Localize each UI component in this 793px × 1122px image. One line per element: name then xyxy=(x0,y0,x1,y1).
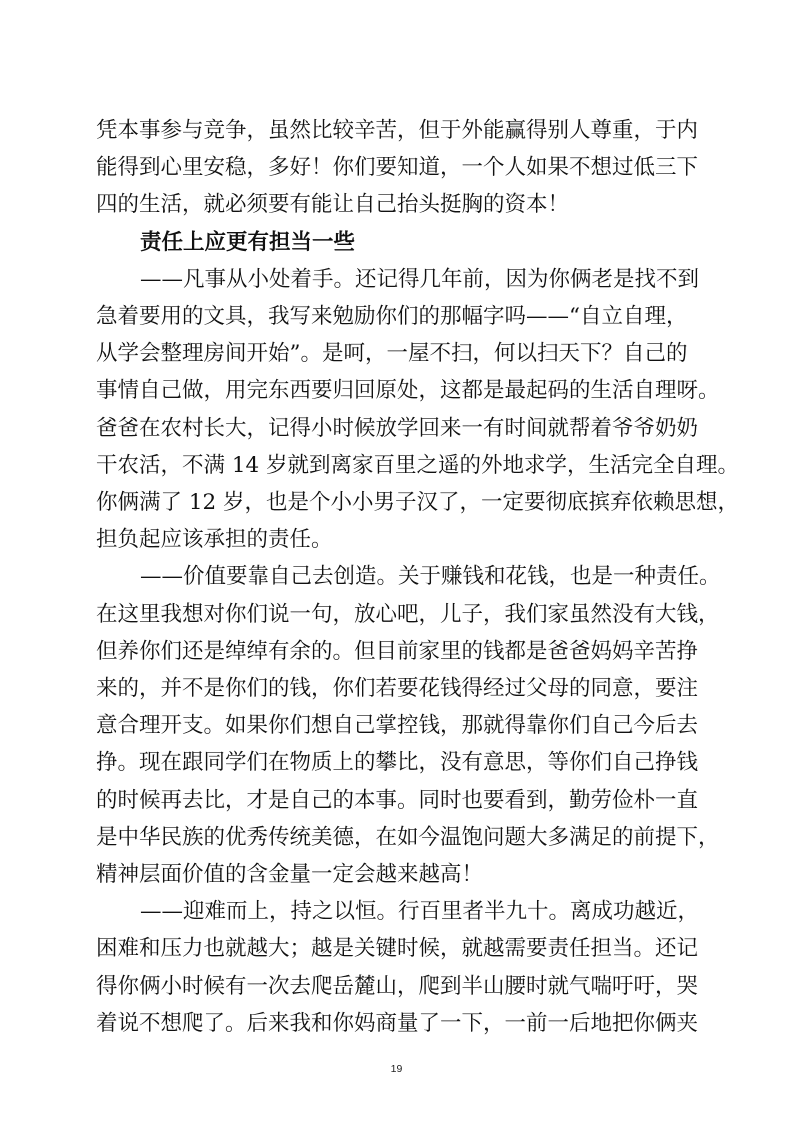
body-text-line: 四的生活，就必须要有能让自己抬头挺胸的资本！ xyxy=(96,192,570,218)
body-text-line: 意合理开支。如果你们想自己掌控钱，那就得靠你们自己今后去 xyxy=(96,713,699,739)
body-text-line: ——价值要靠自己去创造。关于赚钱和花钱，也是一种责任。 xyxy=(140,564,721,590)
body-text-line: 事情自己做，用完东西要归回原处，这都是最起码的生活自理呀。 xyxy=(96,378,720,404)
body-text-line: 急着要用的文具，我写来勉励你们的那幅字吗——“自立自理， xyxy=(96,304,688,329)
section-heading: 责任上应更有担当一些 xyxy=(140,229,356,255)
body-text-line: 在这里我想对你们说一句，放心吧，儿子，我们家虽然没有大钱， xyxy=(96,601,720,627)
body-text-line: 担负起应该承担的责任。 xyxy=(96,527,333,553)
page-number: 19 xyxy=(390,1063,403,1075)
body-text-line: 从学会整理房间开始”。是呵，一屋不扫，何以扫天下？自己的 xyxy=(96,341,688,367)
body-text-line: 困难和压力也就越大；越是关键时候，就越需要责任担当。还记 xyxy=(96,936,699,962)
body-text-line: ——凡事从小处着手。还记得几年前，因为你俩老是找不到 xyxy=(140,266,700,292)
body-text-line: ——迎难而上，持之以恒。行百里者半九十。离成功越近， xyxy=(140,899,700,925)
body-text-line: 凭本事参与竞争，虽然比较辛苦，但于外能赢得别人尊重，于内 xyxy=(96,118,699,143)
body-text-line: 但养你们还是绰绰有余的。但目前家里的钱都是爸爸妈妈辛苦挣 xyxy=(96,638,699,664)
body-text-line: 你俩满了 12 岁，也是个小小男子汉了，一定要彻底摈弃依赖思想， xyxy=(96,490,740,515)
body-text-line: 挣。现在跟同学们在物质上的攀比，没有意思，等你们自己挣钱 xyxy=(96,750,699,776)
body-text-line: 是中华民族的优秀传统美德，在如今温饱问题大多满足的前提下， xyxy=(96,824,720,850)
body-text-line: 得你俩小时候有一次去爬岳麓山，爬到半山腰时就气喘吁吁，哭 xyxy=(96,973,699,999)
body-text-line: 干农活，不满 14 岁就到离家百里之遥的外地求学，生活完全自理。 xyxy=(96,452,740,478)
body-text-line: 来的，并不是你们的钱，你们若要花钱得经过父母的同意，要注 xyxy=(96,676,699,701)
body-text-line: 爸爸在农村长大，记得小时候放学回来一有时间就帮着爷爷奶奶 xyxy=(96,415,699,441)
body-text-line: 能得到心里安稳，多好！你们要知道，一个人如果不想过低三下 xyxy=(96,155,699,181)
body-text-line: 精神层面价值的含金量一定会越来越高！ xyxy=(96,862,484,887)
body-text-line: 的时候再去比，才是自己的本事。同时也要看到，勤劳俭朴一直 xyxy=(96,787,699,813)
body-text-line: 着说不想爬了。后来我和你妈商量了一下，一前一后地把你俩夹 xyxy=(96,1010,699,1036)
